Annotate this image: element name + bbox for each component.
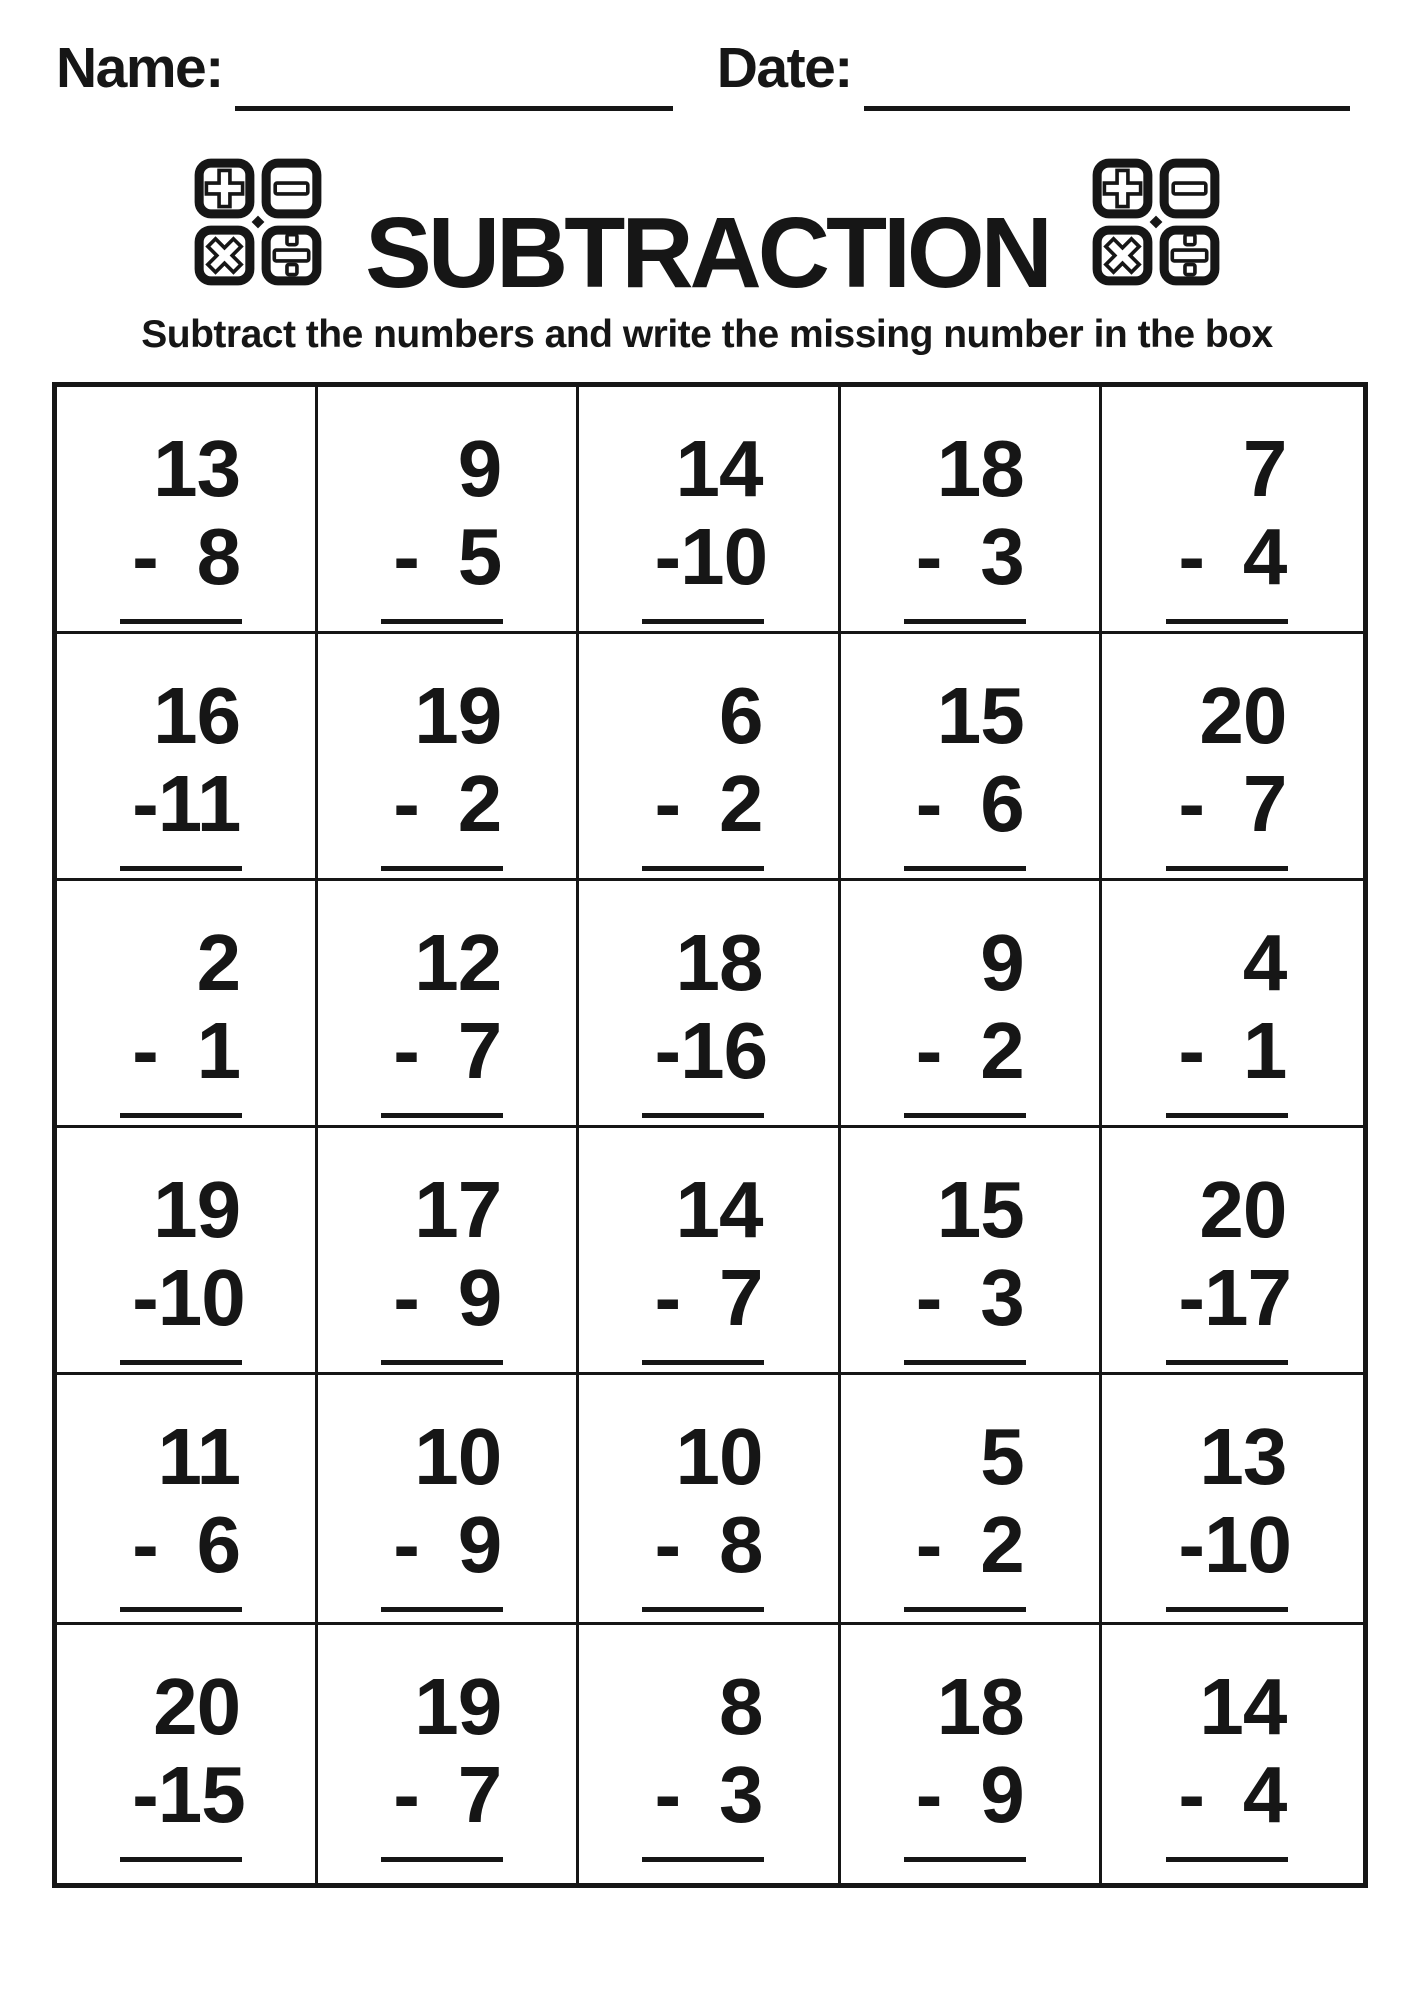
minuend: 17 [414, 1165, 502, 1254]
problem-cell [1102, 1128, 1363, 1375]
minuend: 16 [153, 671, 241, 760]
subtraction-problem [915, 671, 1024, 871]
date-input-line[interactable] [864, 66, 1350, 111]
minus-sign: - [132, 1500, 158, 1589]
subtrahend: 17 [1204, 1253, 1292, 1342]
minuend: 20 [1199, 1165, 1287, 1254]
answer-line[interactable] [642, 619, 764, 624]
subtraction-problem [915, 1662, 1024, 1862]
minus-sign: - [654, 1500, 681, 1589]
minus-sign: - [393, 1253, 419, 1342]
problem-cell [318, 1625, 579, 1883]
minuend: 13 [153, 424, 241, 513]
answer-line[interactable] [904, 619, 1026, 624]
minus-sign: - [1178, 1006, 1205, 1095]
answer-line[interactable] [642, 1113, 764, 1118]
name-input-line[interactable] [235, 66, 673, 111]
subtraction-problem [915, 1412, 1024, 1612]
subtraction-problem [393, 671, 502, 871]
subtrahend: 4 [1242, 512, 1287, 601]
problem-cell [1102, 387, 1363, 634]
subtrahend: 2 [718, 759, 763, 848]
minus-sign: - [1178, 512, 1205, 601]
problem-cell [841, 387, 1102, 634]
problem-cell [841, 881, 1102, 1128]
answer-line[interactable] [1166, 866, 1288, 871]
minus-sign: - [393, 1006, 419, 1095]
problem-cell [1102, 881, 1363, 1128]
answer-line[interactable] [642, 866, 764, 871]
problem-cell [579, 1625, 840, 1883]
problem-cell [841, 1625, 1102, 1883]
problem-cell [841, 1128, 1102, 1375]
minuend: 14 [675, 424, 763, 513]
subtraction-problem [1178, 1662, 1287, 1862]
minuend: 20 [1199, 671, 1287, 760]
minuend: 14 [675, 1165, 763, 1254]
subtrahend: 4 [1242, 1750, 1287, 1839]
minus-sign: - [654, 1006, 681, 1095]
answer-line[interactable] [904, 1857, 1026, 1862]
answer-line[interactable] [120, 619, 242, 624]
subtrahend: 6 [980, 759, 1024, 848]
subtraction-problem [1178, 671, 1287, 871]
answer-line[interactable] [381, 866, 503, 871]
minuend: 11 [157, 1412, 241, 1501]
answer-line[interactable] [904, 866, 1026, 871]
minus-sign: - [1178, 1750, 1205, 1839]
subtrahend: 8 [196, 512, 241, 601]
answer-line[interactable] [120, 1857, 242, 1862]
answer-line[interactable] [381, 1113, 503, 1118]
subtrahend: 7 [457, 1750, 502, 1839]
subtrahend: 10 [157, 1253, 245, 1342]
subtraction-problem [654, 424, 768, 624]
subtraction-problem [1178, 424, 1287, 624]
minuend: 5 [980, 1412, 1024, 1501]
minus-sign: - [132, 1006, 158, 1095]
answer-line[interactable] [120, 866, 242, 871]
subtraction-problem [132, 424, 241, 624]
minuend: 2 [196, 918, 241, 1007]
minuend: 18 [675, 918, 763, 1007]
minus-sign: - [654, 1750, 681, 1839]
subtraction-problem [654, 671, 763, 871]
title-row [0, 151, 1414, 309]
answer-line[interactable] [904, 1607, 1026, 1612]
answer-line[interactable] [642, 1360, 764, 1365]
minus-sign: - [654, 759, 681, 848]
subtrahend: 10 [680, 512, 768, 601]
subtrahend: 3 [980, 512, 1024, 601]
math-operations-icon [1089, 155, 1223, 289]
answer-line[interactable] [381, 1857, 503, 1862]
instructions: Subtract the numbers and write the missing number in the box [141, 313, 1273, 356]
answer-line[interactable] [120, 1113, 242, 1118]
problems-grid [52, 382, 1368, 1888]
answer-line[interactable] [381, 619, 503, 624]
answer-line[interactable] [1166, 619, 1288, 624]
minus-sign: - [915, 512, 942, 601]
minuend: 19 [414, 1662, 502, 1751]
minus-sign: - [915, 1006, 942, 1095]
minus-sign: - [654, 512, 681, 601]
subtrahend: 3 [718, 1750, 763, 1839]
answer-line[interactable] [1166, 1607, 1288, 1612]
minuend: 15 [936, 671, 1024, 760]
problem-cell [318, 634, 579, 881]
subtrahend: 9 [457, 1253, 502, 1342]
minuend: 18 [936, 1662, 1024, 1751]
problem-cell [318, 1128, 579, 1375]
subtrahend: 15 [157, 1750, 245, 1839]
subtrahend: 10 [1204, 1500, 1292, 1589]
problem-cell [579, 387, 840, 634]
problem-cell [1102, 1375, 1363, 1625]
answer-line[interactable] [120, 1360, 242, 1365]
minuend: 7 [1242, 424, 1287, 513]
subtrahend: 7 [718, 1253, 763, 1342]
problem-cell [1102, 634, 1363, 881]
answer-line[interactable] [642, 1857, 764, 1862]
minuend: 13 [1199, 1412, 1287, 1501]
subtraction-problem [915, 918, 1024, 1118]
minuend: 12 [414, 918, 502, 1007]
minuend: 19 [153, 1165, 241, 1254]
minus-sign: - [132, 759, 158, 848]
minuend: 15 [936, 1165, 1024, 1254]
subtraction-problem [915, 424, 1024, 624]
subtrahend: 5 [457, 512, 502, 601]
answer-line[interactable] [120, 1607, 242, 1612]
subtraction-problem [1178, 1412, 1292, 1612]
problem-cell [57, 1375, 318, 1625]
minuend: 9 [980, 918, 1024, 1007]
subtrahend: 11 [157, 759, 241, 848]
minuend: 14 [1199, 1662, 1287, 1751]
problem-cell [579, 881, 840, 1128]
subtrahend: 1 [196, 1006, 241, 1095]
minus-sign: - [1178, 1253, 1205, 1342]
subtrahend: 6 [196, 1500, 241, 1589]
subtraction-problem [393, 1662, 502, 1862]
minus-sign: - [132, 512, 158, 601]
subtrahend: 2 [457, 759, 502, 848]
problem-cell [579, 1375, 840, 1625]
minuend: 9 [457, 424, 502, 513]
subtraction-problem [132, 1662, 245, 1862]
minus-sign: - [915, 1253, 942, 1342]
subtrahend: 3 [980, 1253, 1024, 1342]
subtraction-problem [654, 918, 768, 1118]
subtrahend: 9 [457, 1500, 502, 1589]
subtraction-problem [654, 1662, 763, 1862]
minus-sign: - [1178, 1500, 1205, 1589]
subtraction-problem [1178, 1165, 1292, 1365]
problem-cell [57, 1625, 318, 1883]
problem-cell [579, 1128, 840, 1375]
subtraction-problem [393, 1412, 502, 1612]
subtrahend: 8 [718, 1500, 763, 1589]
problem-cell [318, 387, 579, 634]
subtrahend: 9 [980, 1750, 1024, 1839]
subtraction-problem [393, 918, 502, 1118]
answer-line[interactable] [1166, 1857, 1288, 1862]
minuend: 4 [1242, 918, 1287, 1007]
minuend: 10 [414, 1412, 502, 1501]
subtrahend: 7 [1242, 759, 1287, 848]
subtraction-problem [132, 918, 241, 1118]
math-operations-icon [191, 155, 325, 289]
problem-cell [57, 387, 318, 634]
problem-cell [57, 634, 318, 881]
subtraction-problem [132, 671, 241, 871]
answer-line[interactable] [1166, 1113, 1288, 1118]
subtraction-problem [393, 424, 502, 624]
problem-cell [1102, 1625, 1363, 1883]
subtraction-problem [1178, 918, 1287, 1118]
minus-sign: - [393, 1750, 419, 1839]
answer-line[interactable] [381, 1607, 503, 1612]
minuend: 10 [675, 1412, 763, 1501]
subtrahend: 16 [680, 1006, 768, 1095]
problem-cell [841, 1375, 1102, 1625]
minuend: 18 [936, 424, 1024, 513]
page-title: SUBTRACTION [365, 197, 1049, 309]
minus-sign: - [915, 1500, 942, 1589]
minuend: 19 [414, 671, 502, 760]
problem-cell [579, 634, 840, 881]
answer-line[interactable] [381, 1360, 503, 1365]
problem-cell [318, 881, 579, 1128]
problem-cell [57, 1128, 318, 1375]
problem-cell [57, 881, 318, 1128]
subtraction-problem [132, 1412, 241, 1612]
minus-sign: - [1178, 759, 1205, 848]
header [0, 0, 1414, 100]
minus-sign: - [393, 1500, 419, 1589]
minus-sign: - [132, 1253, 158, 1342]
subtrahend: 1 [1242, 1006, 1287, 1095]
subtraction-problem [132, 1165, 245, 1365]
subtraction-problem [915, 1165, 1024, 1365]
name-label: Name: [56, 36, 223, 100]
subtrahend: 2 [980, 1500, 1024, 1589]
minus-sign: - [132, 1750, 158, 1839]
answer-line[interactable] [904, 1113, 1026, 1118]
subtrahend: 7 [457, 1006, 502, 1095]
answer-line[interactable] [1166, 1360, 1288, 1365]
subtraction-problem [393, 1165, 502, 1365]
subtraction-problem [654, 1165, 763, 1365]
subtraction-problem [654, 1412, 763, 1612]
minus-sign: - [915, 759, 942, 848]
minuend: 8 [718, 1662, 763, 1751]
answer-line[interactable] [642, 1607, 764, 1612]
minus-sign: - [393, 759, 419, 848]
problem-cell [318, 1375, 579, 1625]
minus-sign: - [393, 512, 419, 601]
minuend: 20 [153, 1662, 241, 1751]
date-label: Date: [716, 36, 852, 100]
answer-line[interactable] [904, 1360, 1026, 1365]
minuend: 6 [718, 671, 763, 760]
problem-cell [841, 634, 1102, 881]
minus-sign: - [915, 1750, 942, 1839]
subtrahend: 2 [980, 1006, 1024, 1095]
minus-sign: - [654, 1253, 681, 1342]
